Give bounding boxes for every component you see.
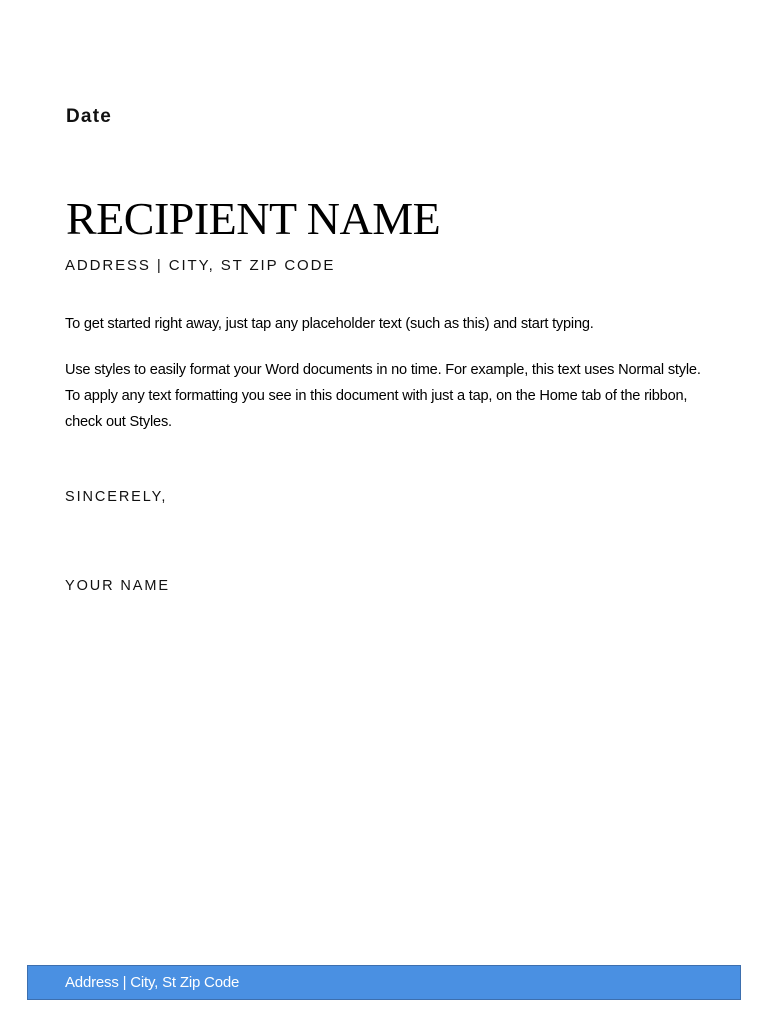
recipient-address[interactable]: ADDRESS | CITY, ST ZIP CODE	[65, 257, 336, 274]
signature-name[interactable]: YOUR NAME	[65, 578, 170, 594]
body-paragraph[interactable]: Use styles to easily format your Word documents in no time. For example, this text uses Normal style. To apply any text formatting you see in this document with just a tap, on the Home tab of the ribbon, check out Styles.	[65, 362, 701, 430]
footer-bar	[27, 965, 741, 1000]
date-field[interactable]: Date	[66, 106, 112, 127]
recipient-name[interactable]: RECIPIENT NAME	[66, 193, 441, 244]
closing-salutation[interactable]: SINCERELY,	[65, 489, 168, 505]
body-paragraph[interactable]: To get started right away, just tap any placeholder text (such as this) and start typing.	[65, 316, 594, 332]
footer-address[interactable]: Address | City, St Zip Code	[65, 974, 240, 991]
